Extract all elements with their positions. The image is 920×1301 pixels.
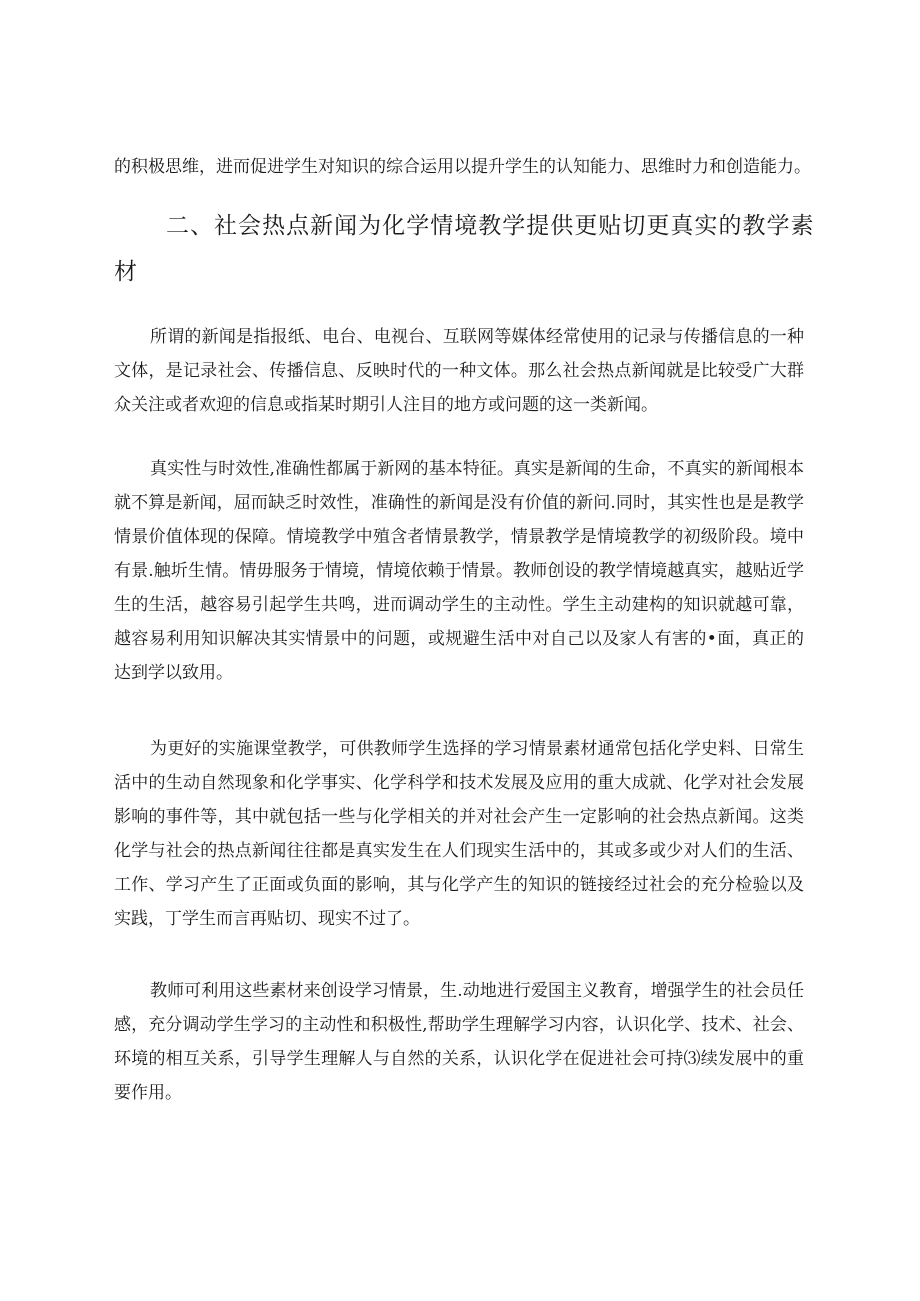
section-heading: 二、社会热点新闻为化学情境教学提供更贴切更真实的教学素材 <box>114 213 814 285</box>
paragraph-news-definition: 所谓的新闻是指报纸、电台、电视台、互联网等媒体经常使用的记录与传播信息的一种文体，是记录社会、传播信息、反映时代的一种文体。那么社会热点新闻就是比较受广大群众关注或者欢迎的信息或指某时期引人注目的地方或问题的这一类新闻。 <box>114 327 804 415</box>
paragraph-materials: 为更好的实施课堂教学，可供教师学生选择的学习情景素材通常包括化学史料、日常生活中的生动自然现象和化学事实、化学科学和技术发展及应用的重大成就、化学对社会发展影响的事件等，其中就包括一些与化学相关的并对社会产生一定影响的社会热点新闻。这类化学与社会的热点新闻往往都是真实发生在人们现实生活中的，其或多或少对人们的生活、工作、学习产生了正面或负面的影响，其与化学产生的知识的链接经过社会的充分检验以及实践，丁学生而言再贴切、现实不过了。 <box>114 739 804 929</box>
paragraph-authenticity: 真实性与时效性,准确性都属于新网的基本特征。真实是新闻的生命，不真实的新闻根本就不算是新闻，屈而缺乏时效性，准确性的新闻是没有价值的新问.同时，其实性也是是教学情景价值体现的保障。情境教学中殖含者情景教学，情景教学是情境教学的初级阶段。境中有景.触圻生情。情毋服务于情境，情境依赖于情景。教师创设的教学情境越真实，越贴近学生的生活，越容易引起学生共鸣，进而调动学生的主动性。学生主动建构的知识就越可靠，越容易利用知识解决其实情景中的问题，或规避生活中对自己以及家人有害的•面，真正的达到学以致用。 <box>114 459 804 683</box>
continuation-line: 的积极思维，进而促进学生对知识的综合运用以提升学生的认知能力、思维时力和创造能力。 <box>114 157 811 177</box>
paragraph-teacher-use: 教师可利用这些素材来创设学习情景，生.动地进行爱国主义教育，增强学生的社会员任感，充分调动学生学习的主动性和积极性,帮助学生理解学习内容，认识化学、技术、社会、环境的相互关系，引导学生理解人与自然的关系，认识化学在促进社会可持⑶续发展中的重要作用。 <box>114 981 804 1103</box>
